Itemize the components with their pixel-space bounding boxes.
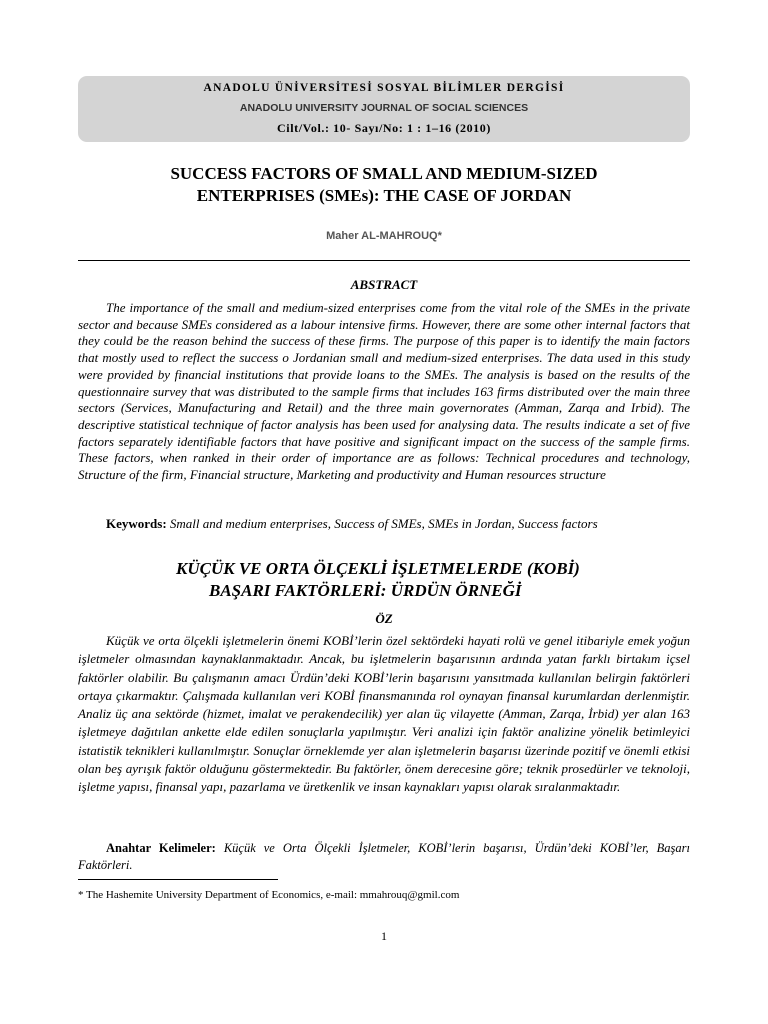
oz-text: Küçük ve orta ölçekli işletmelerin önemi KOBİ’lerin özel sektördeki hayati rolü ve genel itibariyle emek yoğun işletmeler olmasından kaynaklanmaktadır. Ancak, bu işletmelerin başarısının ardında yatan farklı birtakım içsel faktörler olabilir. Bu çalışmanın amacı Ürdün’deki KOBİ’lerin başarısını yansıtmada kullanılan belirgin faktörleri ortaya çıkarmaktır. Çalışmada kullanılan veri KOBİ finansmanında rol oynayan finansal kurumlardan derlenmiştir. Analiz üç ana sektörde (hizmet, imalat ve perakendecilik) yer alan üç vilayette (Amman, Zarqa, İrbid) yer alan 163 işletmeye dağıtılan ankette elde edilen sonuçlarla yapılmıştır. Veri analizi için faktör analizine yönelik betimleyici istatistik teknikleri kullanılmıştır. Sonuçlar örneklemde yer alan işletmelerin başarısı üzerinde pozitif ve önemli etkisi olan beş ayrışık faktör olduğunu göstermektedir. Bu faktörler, önem derecesine göre; teknik prosedürler ve teknoloji, işletme yapısı, finansal yapı, pazarlama ve üretkenlik ve insan kaynakları yapısı olarak sıralanmaktadır. bbox=[78, 633, 690, 795]
turkish-title-line-1: KÜÇÜK VE ORTA ÖLÇEKLİ İŞLETMELERDE (KOBİ) bbox=[176, 559, 580, 578]
abstract-text: The importance of the small and medium-sized enterprises come from the vital role of the SMEs in the private sector and because SMEs considered as a labour intensive firms. However, there are some other internal factors that they could be the reason behind the success of these firms. The purpose of this paper is to identify the main factors that mostly used to reflect the success o Jordanian small and medium-sized enterprises. The data used in this study were provided by financial institutions that provide loans to the SMEs. The analysis is based on the results of the questionnaire survey that was distributed to the sample firms that includes 163 firms distributed over the main three sectors (Services, Manufacturing and Retail) and the three main governorates (Amman, Zarqa and Irbid). The descriptive statistical technique of factor analysis has been used for analysing data. The results indicate a set of five factors separately identifiable factors that have positive and significant impact on the success of the sample firms. These factors, when ranked in their order of importance are as follows: Technical procedures and technology, Structure of the firm, Financial structure, Marketing and productivity and Human resources structure bbox=[78, 300, 690, 483]
keywords-list: Small and medium enterprises, Success of SMEs, SMEs in Jordan, Success factors bbox=[169, 516, 598, 531]
oz-heading: ÖZ bbox=[375, 611, 393, 626]
journal-issue: Cilt/Vol.: 10- Sayı/No: 1 : 1–16 (2010) bbox=[277, 121, 491, 135]
footnote-divider bbox=[78, 879, 278, 880]
journal-name-english: ANADOLU UNIVERSITY JOURNAL OF SOCIAL SCIENCES bbox=[239, 102, 529, 114]
title-divider bbox=[78, 260, 690, 261]
paper-title-line-1: SUCCESS FACTORS OF SMALL AND MEDIUM-SIZED bbox=[170, 164, 598, 183]
turkish-keywords-list: Küçük ve Orta Ölçekli İşletmeler, KOBİ’lerin başarısı, Ürdün’deki KOBİ’ler, Başarı Faktörleri. bbox=[78, 841, 691, 872]
footnote: * The Hashemite University Department of Economics, e-mail: mmahrouq@gmil.com bbox=[78, 889, 460, 901]
turkish-title bbox=[176, 558, 580, 602]
journal-name-turkish: ANADOLU ÜNİVERSİTESİ SOSYAL BİLİMLER DERGİSİ bbox=[203, 82, 565, 94]
keywords-line bbox=[106, 516, 598, 532]
author-name: Maher AL-MAHROUQ* bbox=[326, 230, 442, 242]
paper-title-line-2: ENTERPRISES (SMEs): THE CASE OF JORDAN bbox=[196, 186, 572, 205]
turkish-keywords-label: Anahtar Kelimeler: bbox=[106, 841, 216, 855]
page-number: 1 bbox=[381, 929, 387, 943]
abstract-heading: ABSTRACT bbox=[350, 277, 418, 292]
turkish-keywords bbox=[78, 840, 690, 874]
turkish-title-line-2: BAŞARI FAKTÖRLERİ: ÜRDÜN ÖRNEĞİ bbox=[209, 581, 522, 600]
keywords-label: Keywords: bbox=[106, 516, 167, 531]
paper-title bbox=[90, 163, 678, 207]
journal-header bbox=[78, 76, 690, 142]
